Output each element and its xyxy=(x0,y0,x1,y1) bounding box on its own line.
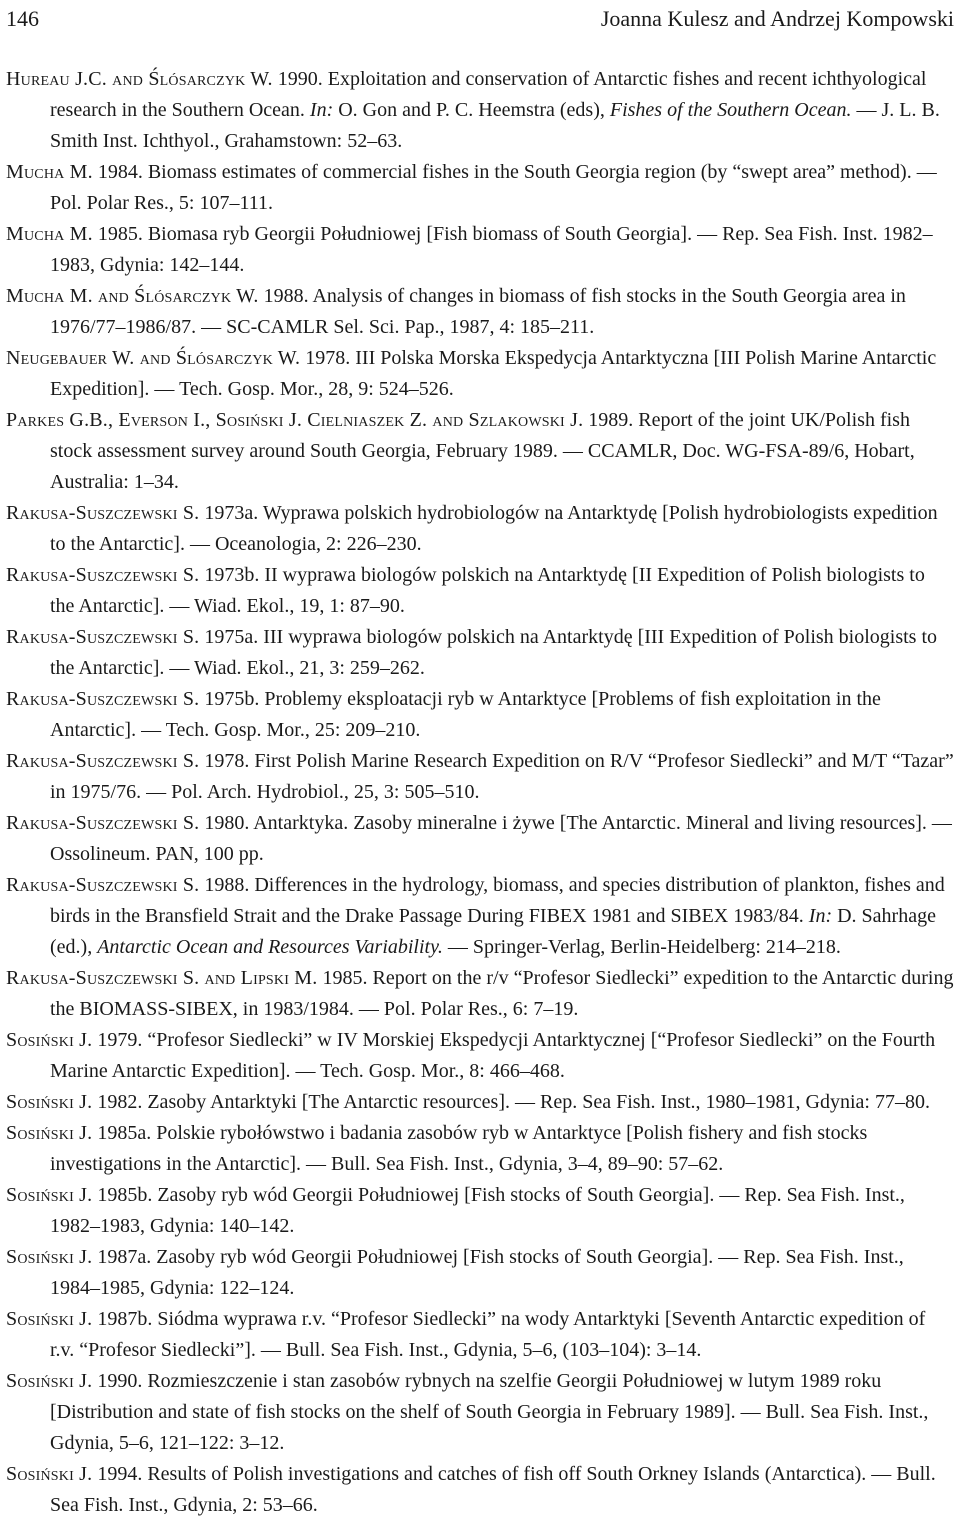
reference-authors: Mucha M. and Ślósarczyk W. xyxy=(6,285,259,307)
reference-authors: Rakusa-Suszczewski S. xyxy=(6,812,200,834)
reference-text: 1975b. Problemy eksploatacji ryb w Antarktyce [Problems of fish exploitation in the Antarctic]. — Tech. Gosp. Mor., 25: 209–210. xyxy=(50,688,881,741)
reference-authors: Parkes G.B., Everson I., Sosiński J. Cielniaszek Z. and Szlakowski J. xyxy=(6,409,584,431)
reference-text: — J. L. B. Smith Inst. Ichthyol., Grahamstown: 52–63. xyxy=(50,99,940,152)
reference-authors: Rakusa-Suszczewski S. and Lipski M. xyxy=(6,967,318,989)
reference-entry xyxy=(6,219,954,281)
reference-authors: Rakusa-Suszczewski S. xyxy=(6,502,200,524)
reference-text: 1987b. Siódma wyprawa r.v. “Profesor Siedlecki” na wody Antarktyki [Seventh Antarctic expedition of r.v. “Profesor Siedlecki”]. — Bull. Sea Fish. Inst., Gdynia, 5–6, (103–104): 3–14. xyxy=(50,1308,926,1361)
reference-authors: Mucha M. xyxy=(6,223,93,245)
reference-italic-text: In: xyxy=(309,99,334,121)
reference-text: 1988. Analysis of changes in biomass of fish stocks in the South Georgia area in 1976/77–1986/87. — SC-CAMLR Sel. Sci. Pap., 1987, 4: 185–211. xyxy=(50,285,906,338)
reference-entry xyxy=(6,405,954,498)
reference-authors: Neugebauer W. and Ślósarczyk W. xyxy=(6,347,301,369)
reference-authors: Rakusa-Suszczewski S. xyxy=(6,564,200,586)
reference-italic-text: Fishes of the Southern Ocean. xyxy=(609,99,852,121)
reference-entry xyxy=(6,157,954,219)
reference-list xyxy=(6,64,954,1521)
reference-authors: Rakusa-Suszczewski S. xyxy=(6,688,200,710)
reference-authors: Hureau J.C. and Ślósarczyk W. xyxy=(6,68,273,90)
reference-text: — Springer-Verlag, Berlin-Heidelberg: 214–218. xyxy=(442,936,841,958)
reference-text: O. Gon and P. C. Heemstra (eds), xyxy=(333,99,610,121)
reference-italic-text: In: xyxy=(808,905,833,927)
reference-entry xyxy=(6,1304,954,1366)
reference-entry xyxy=(6,1025,954,1087)
reference-authors: Sosiński J. xyxy=(6,1091,93,1113)
reference-entry xyxy=(6,1180,954,1242)
reference-authors: Sosiński J. xyxy=(6,1370,93,1392)
reference-text: 1985. Report on the r/v “Profesor Siedlecki” expedition to the Antarctic during the BIOMASS-SIBEX, in 1983/1984. — Pol. Polar Res., 6: 7–19. xyxy=(50,967,954,1020)
page-number: 146 xyxy=(6,6,39,31)
reference-authors: Sosiński J. xyxy=(6,1246,93,1268)
reference-text: 1984. Biomass estimates of commercial fishes in the South Georgia region (by “swept area” method). — Pol. Polar Res., 5: 107–111. xyxy=(50,161,937,214)
reference-text: 1989. Report of the joint UK/Polish fish stock assessment survey around South Georgia, February 1989. — CCAMLR, Doc. WG-FSA-89/6, Hobart, Australia: 1–34. xyxy=(50,409,915,493)
reference-entry xyxy=(6,622,954,684)
reference-text: D. Sahrhage (ed.), xyxy=(50,905,936,958)
reference-entry xyxy=(6,963,954,1025)
reference-authors: Rakusa-Suszczewski S. xyxy=(6,874,200,896)
page-header xyxy=(6,2,954,36)
reference-authors: Rakusa-Suszczewski S. xyxy=(6,626,200,648)
reference-authors: Sosiński J. xyxy=(6,1122,93,1144)
reference-entry xyxy=(6,1366,954,1459)
reference-authors: Mucha M. xyxy=(6,161,93,183)
reference-entry xyxy=(6,281,954,343)
reference-entry xyxy=(6,1242,954,1304)
reference-entry xyxy=(6,498,954,560)
reference-entry xyxy=(6,684,954,746)
reference-entry xyxy=(6,1087,954,1118)
reference-text: 1990. Rozmieszczenie i stan zasobów rybnych na szelfie Georgii Południowej w lutym 1989 roku [Distribution and state of fish stocks on the shelf of South Georgia in February 1989]. — Bull. Sea Fish. Inst., Gdynia, 5–6, 121–122: 3–12. xyxy=(50,1370,929,1454)
reference-text: 1973a. Wyprawa polskich hydrobiologów na Antarktydę [Polish hydrobiologists expedition to the Antarctic]. — Oceanologia, 2: 226–230. xyxy=(50,502,938,555)
reference-authors: Sosiński J. xyxy=(6,1463,93,1485)
reference-text: 1988. Differences in the hydrology, biomass, and species distribution of plankton, fishes and birds in the Bransfield Strait and the Drake Passage During FIBEX 1981 and SIBEX 1983/84. xyxy=(50,874,945,927)
reference-text: 1990. Exploitation and conservation of Antarctic fishes and recent ichthyological research in the Southern Ocean. xyxy=(50,68,927,121)
reference-entry xyxy=(6,64,954,157)
reference-entry xyxy=(6,343,954,405)
reference-text: 1982. Zasoby Antarktyki [The Antarctic resources]. — Rep. Sea Fish. Inst., 1980–1981, Gdynia: 77–80. xyxy=(92,1091,930,1113)
reference-authors: Sosiński J. xyxy=(6,1308,93,1330)
reference-italic-text: Antarctic Ocean and Resources Variability. xyxy=(97,936,443,958)
reference-text: 1980. Antarktyka. Zasoby mineralne i żywe [The Antarctic. Mineral and living resources]. — Ossolineum. PAN, 100 pp. xyxy=(50,812,952,865)
reference-text: 1985b. Zasoby ryb wód Georgii Południowej [Fish stocks of South Georgia]. — Rep. Sea Fish. Inst., 1982–1983, Gdynia: 140–142. xyxy=(50,1184,905,1237)
reference-entry xyxy=(6,870,954,963)
reference-authors: Sosiński J. xyxy=(6,1184,93,1206)
reference-text: 1994. Results of Polish investigations and catches of fish off South Orkney Islands (Antarctica). — Bull. Sea Fish. Inst., Gdynia, 2: 53–66. xyxy=(50,1463,936,1516)
reference-authors: Sosiński J. xyxy=(6,1029,93,1051)
reference-text: 1978. III Polska Morska Ekspedycja Antarktyczna [III Polish Marine Antarctic Expedition]. — Tech. Gosp. Mor., 28, 9: 524–526. xyxy=(50,347,937,400)
reference-text: 1973b. II wyprawa biologów polskich na Antarktydę [II Expedition of Polish biologists to the Antarctic]. — Wiad. Ekol., 19, 1: 87–90. xyxy=(50,564,925,617)
reference-text: 1987a. Zasoby ryb wód Georgii Południowej [Fish stocks of South Georgia]. — Rep. Sea Fish. Inst., 1984–1985, Gdynia: 122–124. xyxy=(50,1246,904,1299)
reference-text: 1985. Biomasa ryb Georgii Południowej [Fish biomass of South Georgia]. — Rep. Sea Fish. Inst. 1982–1983, Gdynia: 142–144. xyxy=(50,223,933,276)
reference-entry xyxy=(6,560,954,622)
reference-entry xyxy=(6,1118,954,1180)
running-title: Joanna Kulesz and Andrzej Kompowski xyxy=(600,6,954,31)
reference-entry xyxy=(6,746,954,808)
reference-text: 1978. First Polish Marine Research Expedition on R/V “Profesor Siedlecki” and M/T “Tazar” in 1975/76. — Pol. Arch. Hydrobiol., 25, 3: 505–510. xyxy=(50,750,954,803)
reference-entry xyxy=(6,808,954,870)
reference-authors: Rakusa-Suszczewski S. xyxy=(6,750,200,772)
reference-text: 1985a. Polskie rybołówstwo i badania zasobów ryb w Antarktyce [Polish fishery and fish stocks investigations in the Antarctic]. — Bull. Sea Fish. Inst., Gdynia, 3–4, 89–90: 57–62. xyxy=(50,1122,868,1175)
reference-text: 1979. “Profesor Siedlecki” w IV Morskiej Ekspedycji Antarktycznej [“Profesor Siedlecki” on the Fourth Marine Antarctic Expedition]. — Tech. Gosp. Mor., 8: 466–468. xyxy=(50,1029,936,1082)
reference-text: 1975a. III wyprawa biologów polskich na Antarktydę [III Expedition of Polish biologists to the Antarctic]. — Wiad. Ekol., 21, 3: 259–262. xyxy=(50,626,938,679)
reference-entry xyxy=(6,1459,954,1521)
